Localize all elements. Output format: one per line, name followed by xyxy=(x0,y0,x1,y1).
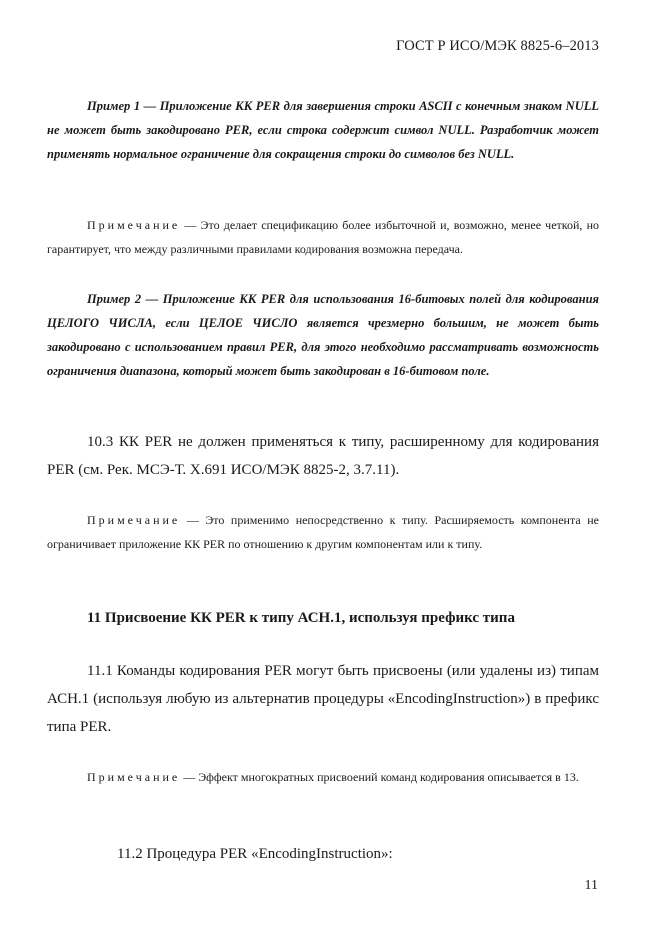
clause-11-1 xyxy=(47,657,599,741)
section-11-heading: 11 Присвоение КК PER к типу АСН.1, используя префикс типа xyxy=(87,610,515,626)
note-1-label: Примечание xyxy=(87,218,181,232)
note-3-text: — Эффект многократных присвоений команд кодирования описывается в 13. xyxy=(183,770,579,784)
example-2 xyxy=(47,287,599,383)
note-1-text: — Это делает спецификацию более избыточной и, возможно, менее четкой, но гарантирует, что между различными правилами кодирования возможна передача. xyxy=(47,218,599,256)
clause-10-3 xyxy=(47,428,599,484)
example-1-text: Пример 1 — Приложение КК PER для завершения строки ASCII с конечным знаком NULL не может быть закодировано PER, если строка содержит символ NULL. Разработчик может применять нормальное ограничение для сокращения строки до символов без NULL. xyxy=(47,99,599,161)
page-number: 11 xyxy=(584,878,598,893)
note-2 xyxy=(47,509,599,556)
clause-11-1-text: 11.1 Команды кодирования PER могут быть присвоены (или удалены из) типам АСН.1 (используя любую из альтернатив процедуры «EncodingInstruction») в префикс типа PER. xyxy=(47,663,599,735)
note-2-text: — Это применимо непосредственно к типу. Расширяемость компонента не ограничивает приложение КК PER по отношению к другим компонентам или к типу. xyxy=(47,513,599,551)
note-3-label: Примечание xyxy=(87,770,181,784)
note-3 xyxy=(47,766,599,790)
note-2-label: Примечание xyxy=(87,513,181,527)
example-1 xyxy=(47,94,599,166)
clause-10-3-text: 10.3 КК PER не должен применяться к типу, расширенному для кодирования PER (см. Рек. МСЭ-Т. X.691 ИСО/МЭК 8825-2, 3.7.11). xyxy=(47,434,599,478)
example-2-text: Пример 2 — Приложение КК PER для использования 16-битовых полей для кодирования ЦЕЛОГО ЧИСЛА, если ЦЕЛОЕ ЧИСЛО является чрезмерно большим, не может быть закодировано с использованием правил PER, для этого необходимо рассматривать возможность ограничения диапазона, который может быть закодирован в 16-битовом поле. xyxy=(47,292,599,378)
note-1 xyxy=(47,214,599,261)
clause-11-2: 11.2 Процедура PER «EncodingInstruction»: xyxy=(117,846,393,862)
document-header: ГОСТ Р ИСО/МЭК 8825-6–2013 xyxy=(396,38,599,54)
